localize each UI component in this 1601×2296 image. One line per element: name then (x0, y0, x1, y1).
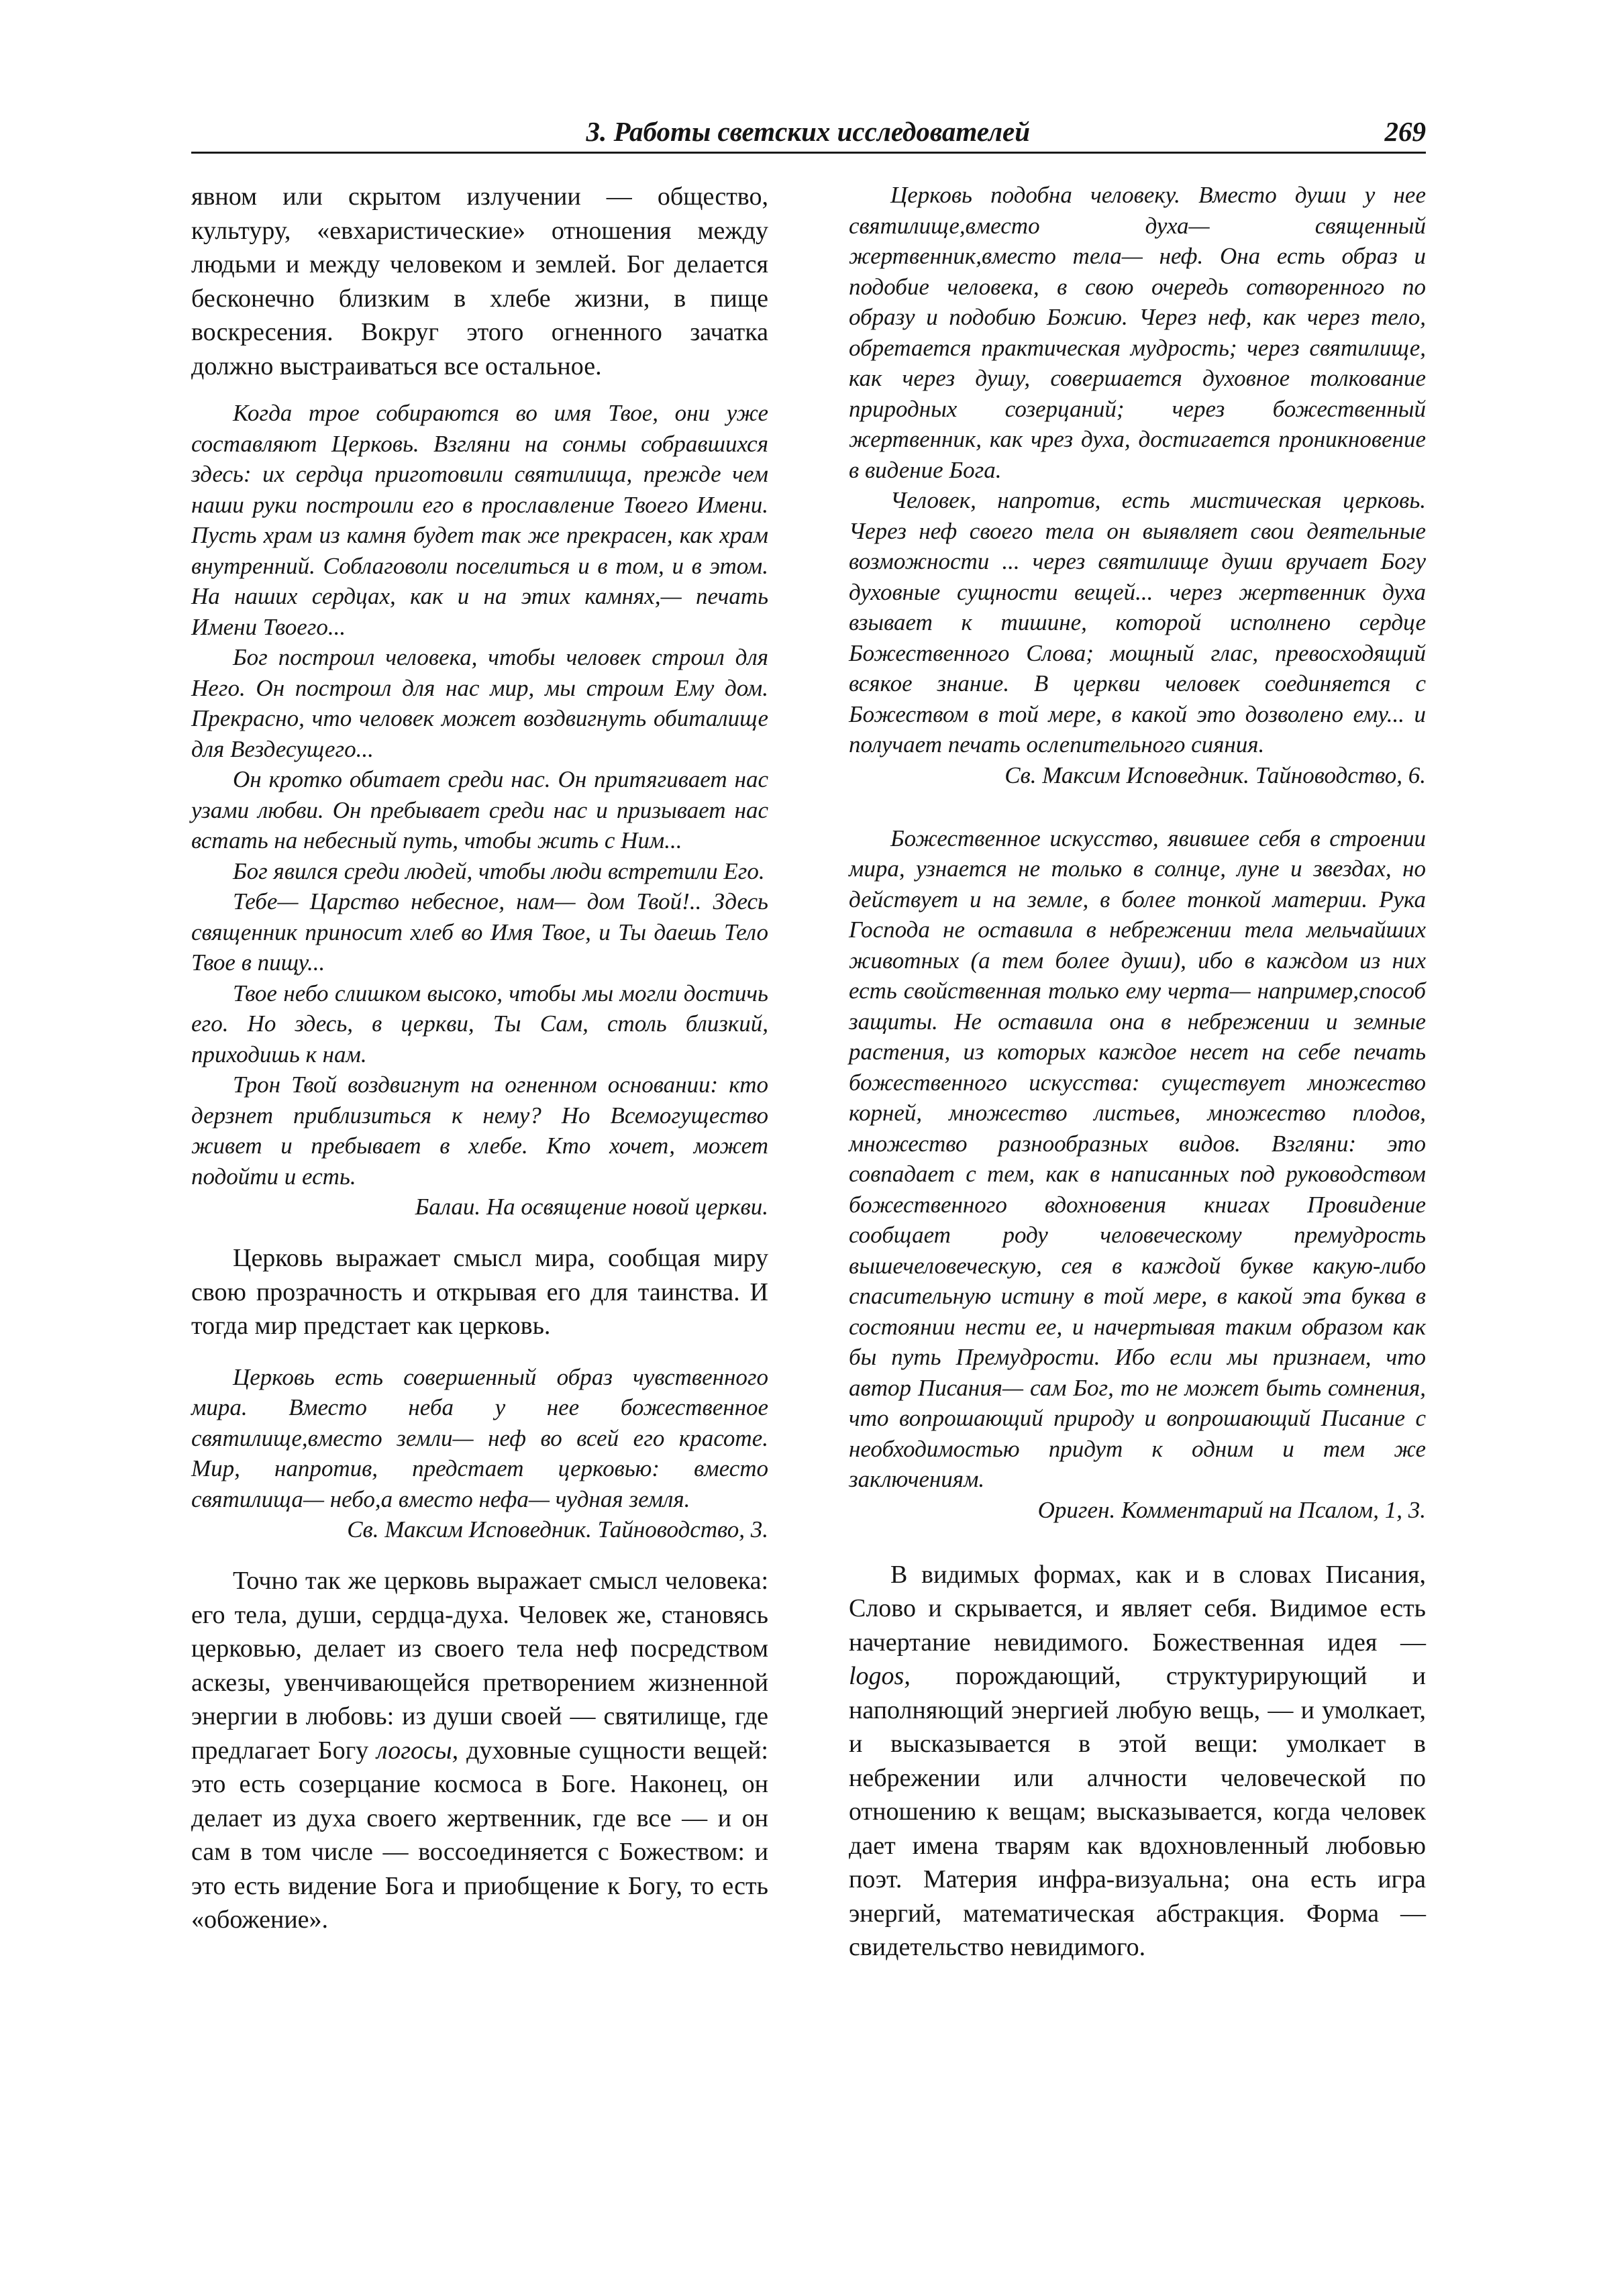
quotation-maximus-6 (849, 180, 1426, 791)
running-header (191, 114, 1426, 154)
quote-paragraph: Он кротко обитает среди нас. Он притягивает нас узами любви. Он пребывает среди нас и призывает нас встать на небесный путь, чтобы жить с Ним... (191, 766, 768, 853)
page-number: 269 (1384, 116, 1426, 147)
quote-paragraph: Церковь есть совершенный образ чувственного мира. Вместо неба у нее божественное святилище,вместо земли— неф во всей его красоте. Мир, напротив, предстает церковью: вместо святилища— небо,а вместо нефа— чудная земля. (191, 1363, 768, 1512)
quote-attribution: Св. Максим Исповедник. Тайноводство, 3. (347, 1516, 768, 1543)
quote-paragraph: Твое небо слишком высоко, чтобы мы могли достичь его. Но здесь, в церкви, Ты Сам, столь близкий, приходишь к нам. (191, 980, 768, 1067)
quote-paragraph: Бог явился среди людей, чтобы люди встретили Его. (233, 857, 765, 884)
quotation-maximus-3 (191, 1362, 768, 1546)
left-column (191, 180, 768, 1937)
body-text-run: порождающий, структурирующий и наполняющий энергией любую вещь, — и умолкает, и высказывается в этой вещи: умолкает в небрежении или алчности человеческой по отношению к вещам; высказывается, когда человек дает имена тварям как вдохновленный любовью поэт. Материя инфра-визуальна; она есть игра энергий, математическая абстракция. Форма — свидетельство невидимого. (849, 1662, 1426, 1961)
right-column (849, 180, 1426, 1965)
quote-paragraph: Человек, напротив, есть мистическая церковь. Через неф своего тела он выявляет свои деятельные возможности ... через святилище души вручает Богу духовные сущности вещей... через жертвенник духа взывает к тишине, которой исполнено сердце Божественного Слова; мощный глас, превосходящий всякое знание. В церкви человек соединяется с Божеством в той мере, в какой это дозволено ему... и получает печать ослепительного сияния. (849, 487, 1426, 758)
quote-paragraph: Когда трое собираются во имя Твое, они уже составляют Церковь. Взгляни на сонмы собравшихся здесь: их сердца приготовили святилища, прежде чем наши руки построили его в прославление Твоего Имени. Пусть храм из камня будет так же прекрасен, как храм внутренний. Соблаговоли поселиться и в том, и в этом. На наших сердцах, как и на этих камнях,— печать Имени Твоего... (191, 400, 768, 640)
body-text-run: Точно так же церковь выражает смысл человека: его тела, души, сердца-духа. Человек же, становясь церковью, делает из своего тела неф посредством аскезы, увенчивающейся претворением жизненной энергии в любовь: из души своей — святилище, где предлагает Богу (191, 1567, 768, 1765)
quote-paragraph: Бог построил человека, чтобы человек строил для Него. Он построил для нас мир, мы строим Ему дом. Прекрасно, что человек может воздвигнуть обиталище для Вездесущего... (191, 644, 768, 762)
quote-paragraph: Тебе— Царство небесное, нам— дом Твой!.. Здесь священник приносит хлеб во Имя Твое, и Ты даешь Тело Твое в пищу... (191, 888, 768, 976)
quote-paragraph: Трон Твой воздвигнут на огненном основании: кто дерзнет приблизиться к нему? Но Всемогущество живет и пребывает в хлебе. Кто хочет, может подойти и есть. (191, 1072, 768, 1190)
body-paragraph: Церковь выражает смысл мира, сообщая миру свою прозрачность и открывая его для таинства. И тогда мир предстает как церковь. (191, 1244, 768, 1340)
body-text-run: духовные сущности вещей: это есть созерцание космоса в Боге. Наконец, он делает из духа своего жертвенник, где все — и он сам в том числе — воссоединяется с Божеством: и это есть видение Бога и приобщение к Богу, то есть «обожение». (191, 1736, 768, 1934)
italic-term: логосы, (376, 1736, 459, 1765)
body-paragraph (191, 1564, 768, 1937)
quote-paragraph: Церковь подобна человеку. Вместо души у нее святилище,вместо духа— священный жертвенник,вместо тела— неф. Она есть образ и подобие человека, в свою очередь сотворенного по образу и подобию Божию. Через неф, как через тело, обретается практическая мудрость; через святилище, как через душу, совершается духовное толкование природных созерцаний; через божественный жертвенник, как чрез духа, достигается проникновение в видение Бога. (849, 182, 1426, 483)
body-paragraph: явном или скрытом излучении — общество, культуру, «евхаристические» отношения между людьми и между человеком и землей. Бог делается бесконечно близким в хлебе жизни, в пище воскресения. Вокруг этого огненного зачатка должно выстраиваться все остальное. (191, 182, 768, 380)
quotation-balai (191, 398, 768, 1222)
body-paragraph (849, 1558, 1426, 1965)
running-title: 3. Работы светских исследователей (586, 116, 1030, 147)
quote-attribution: Св. Максим Исповедник. Тайноводство, 6. (1004, 762, 1426, 788)
quotation-origen (849, 823, 1426, 1526)
italic-term: logos, (849, 1662, 911, 1690)
quote-paragraph: Божественное искусство, явившее себя в строении мира, узнается не только в солнце, луне и звездах, но действует и на земле, в более тонкой материи. Рука Господа не оставила в небрежении тела мельчайших животных (а тем более души), ибо в каждом из них есть свойственная только ему черта— например,способ защиты. Не оставила она в небрежении и земные растения, из которых каждое несет на себе печать божественного искусства: существует множество корней, множество листьев, множество плодов, множество разнообразных видов. Взгляни: это совпадает с тем, как в написанных под руководством божественного вдохновения книгах Провидение сообщает роду человеческому премудрость вышечеловеческую, сея в каждой букве какую-либо спасительную истину в той мере, в какой эта буква в состоянии нести ее, и начертывая таким образом как бы путь Премудрости. Ибо если мы признаем, что автор Писания— сам Бог, то не может быть сомнения, что вопрошающий природу и вопрошающий Писание с необходимостью придут к одним и тем же заключениям. (849, 825, 1426, 1492)
quote-attribution: Балаи. На освящение новой церкви. (415, 1194, 768, 1220)
quote-attribution: Ориген. Комментарий на Псалом, 1, 3. (1037, 1496, 1426, 1523)
body-text-run: В видимых формах, как и в словах Писания, Слово и скрывается, и являет себя. Видимое есть начертание невидимого. Божественная идея — (849, 1560, 1426, 1657)
